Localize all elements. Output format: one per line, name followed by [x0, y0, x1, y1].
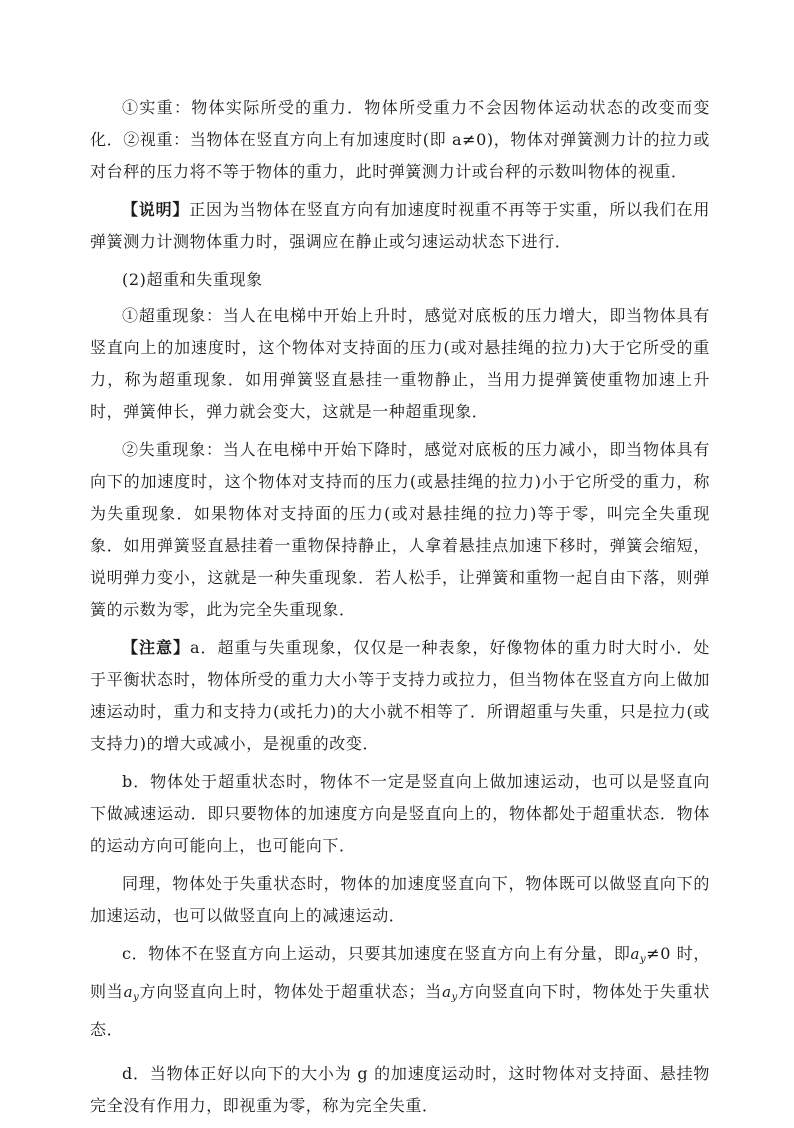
paragraph-note	[90, 194, 710, 258]
paragraph-d: d．当物体正好以向下的大小为 g 的加速度运动时，这时物体对支持面、悬挂物完全没有作用力，即视重为零，称为完全失重．	[90, 1064, 710, 1115]
document-body	[90, 92, 710, 1128]
section-heading-overweight-weightless: (2)超重和失重现象	[122, 270, 263, 289]
math-subscript: y	[640, 954, 647, 965]
c-text-1: c．物体不在竖直方向上运动，只要其加速度在竖直方向上有分量，即	[122, 944, 631, 963]
paragraph-b: b．物体处于超重状态时，物体不一定是竖直向上做加速运动，也可以是竖直向下做减速运动．即只要物体的加速度方向是竖直向上的，物体都处于超重状态．物体的运动方向可能向上，也可能向下．	[90, 772, 710, 855]
math-symbol: a	[442, 983, 452, 1001]
math-symbol: a	[630, 945, 641, 963]
note-label: 【说明】	[122, 200, 190, 219]
c-text-4: 方向竖直向下时，物体处于失重状态．	[90, 982, 710, 1039]
math-a-y-1	[630, 945, 646, 963]
paragraph-c	[90, 938, 710, 1046]
c-text-2: ≠0 时，则当	[90, 944, 710, 1001]
paragraph-attention	[90, 632, 710, 760]
math-subscript: y	[451, 992, 458, 1003]
math-a-y-2	[124, 983, 140, 1001]
attention-label: 【注意】	[122, 638, 190, 657]
math-a-y-3	[442, 983, 458, 1001]
paragraph-likewise: 同理，物体处于失重状态时，物体的加速度竖直向下，物体既可以做竖直向下的加速运动，也可以做竖直向上的减速运动．	[90, 874, 710, 925]
attention-a-text: a．超重与失重现象，仅仅是一种表象，好像物体的重力时大时小．处于平衡状态时，物体所受的重力大小等于支持力或拉力，但当物体在竖直方向上做加速运动时，重力和支持力(或托力)的大小就不相等了．所谓超重与失重，只是拉力(或支持力)的增大或减小，是视重的改变．	[90, 638, 710, 753]
math-subscript: y	[133, 992, 140, 1003]
paragraph-weightless: ②失重现象：当人在电梯中开始下降时，感觉对底板的压力减小，即当物体具有向下的加速度时，这个物体对支持而的压力(或悬挂绳的拉力)小于它所受的重力，称为失重现象．如果物体对支持面的压力(或对悬挂绳的拉力)等于零，叫完全失重现象．如用弹簧竖直悬挂着一重物保持静止，人拿着悬挂点加速下移时，弹簧会缩短，说明弹力变小，这就是一种失重现象．若人松手，让弹簧和重物一起自由下落，则弹簧的示数为零，此为完全失重现象．	[90, 440, 710, 619]
paragraph-overweight: ①超重现象：当人在电梯中开始上升时，感觉对底板的压力增大，即当物体具有竖直向上的加速度时，这个物体对支持面的压力(或对悬挂绳的拉力)大于它所受的重力，称为超重现象．如用弹簧竖直悬挂一重物静止，当用力提弹簧使重物加速上升时，弹簧伸长，弹力就会变大，这就是一种超重现象．	[90, 306, 710, 421]
paragraph-real-and-apparent-weight: ①实重：物体实际所受的重力．物体所受重力不会因物体运动状态的改变而变化．②视重：当物体在竖直方向上有加速度时(即 a≠0)，物体对弹簧测力计的拉力或对台秤的压力将不等于物体的重力，此时弹簧测力计或台秤的示数叫物体的视重．	[90, 98, 710, 181]
c-text-3: 方向竖直向上时，物体处于超重状态；当	[139, 982, 443, 1001]
math-symbol: a	[123, 983, 134, 1001]
note-text: 正因为当物体在竖直方向有加速度时视重不再等于实重，所以我们在用弹簧测力计测物体重力时，强调应在静止或匀速运动状态下进行．	[90, 200, 710, 251]
